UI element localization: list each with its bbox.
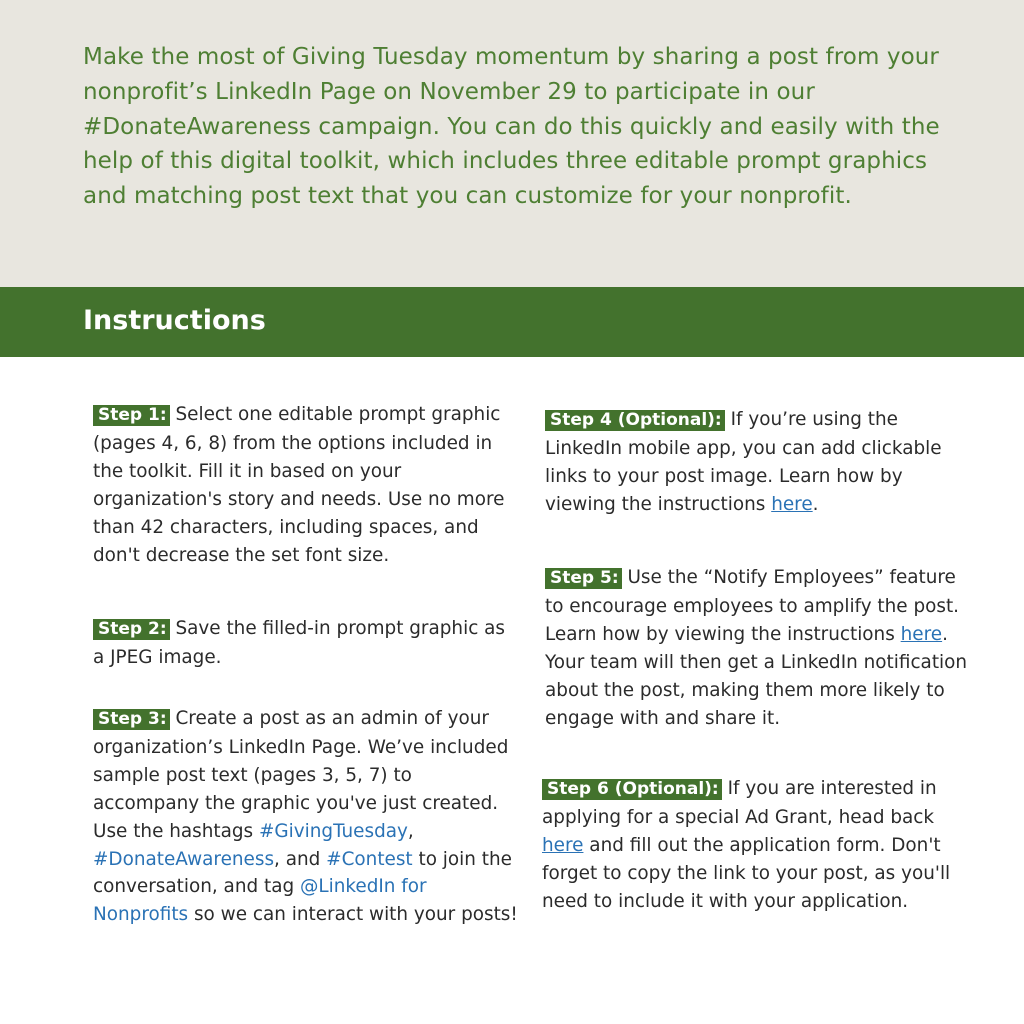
intro-section	[0, 0, 1024, 287]
step-5-end: . Your team will then get a LinkedIn notification about the post, making them more likely to engage with and share it.	[545, 623, 968, 729]
step-1	[93, 401, 513, 569]
step-5-text: Use the “Notify Employees” feature to encourage employees to amplify the post. Learn how by viewing the instructions	[545, 567, 960, 645]
step-3-text-c: so we can interact with your posts!	[188, 904, 518, 926]
step-3-sep-2: , and	[274, 848, 327, 870]
step-5	[545, 564, 975, 732]
hashtag-contest[interactable]: #Contest	[326, 848, 413, 870]
step-5-badge: Step 5:	[545, 568, 622, 589]
step-2	[93, 615, 513, 672]
mention-linkedin-for-nonprofits[interactable]: @LinkedIn for Nonprofits	[93, 876, 427, 926]
step-1-text: Select one editable prompt graphic (pages 4, 6, 8) from the options included in the toolkit. Fill it in based on your organization's story and needs. Use no more than 42 characters, including spaces, and don't decrease the set font size.	[93, 404, 505, 566]
step-5-here-link[interactable]: here	[900, 623, 943, 645]
instructions-header	[0, 287, 1024, 357]
instructions-heading: Instructions	[83, 305, 266, 336]
step-6	[542, 775, 962, 916]
step-6-badge: Step 6 (Optional):	[542, 779, 722, 800]
step-6-here-link[interactable]: here	[542, 834, 584, 856]
step-2-badge: Step 2:	[93, 619, 170, 640]
step-3-sep-1: ,	[407, 820, 414, 842]
step-4-text: If you’re using the LinkedIn mobile app, you can add clickable links to your post image. Learn how by viewing the instructions	[545, 409, 942, 515]
step-4-badge: Step 4 (Optional):	[545, 410, 725, 431]
step-4-end: .	[812, 493, 819, 515]
step-3-text-a: Create a post as an admin of your organization’s LinkedIn Page. We’ve included sample post text (pages 3, 5, 7) to accompany the graphic you've just created. Use the hashtags	[93, 708, 509, 842]
hashtag-giving-tuesday[interactable]: #GivingTuesday	[258, 820, 408, 842]
step-2-text: Save the filled-in prompt graphic as a JPEG image.	[93, 618, 506, 668]
step-6-end: and fill out the application form. Don't forget to copy the link to your post, as you'll need to include it with your application.	[542, 834, 951, 912]
step-6-text: If you are interested in applying for a special Ad Grant, head back	[542, 778, 937, 828]
step-4-here-link[interactable]: here	[771, 493, 813, 515]
step-1-badge: Step 1:	[93, 405, 170, 426]
hashtag-donate-awareness[interactable]: #DonateAwareness	[93, 848, 275, 870]
step-4	[545, 406, 970, 519]
intro-text: Make the most of Giving Tuesday momentum by sharing a post from your nonprofit’s LinkedIn Page on November 29 to participate in our #DonateAwareness campaign. You can do this quickly and easily with the help of this digital toolkit, which includes three editable prompt graphics and matching post text that you can customize for your nonprofit.	[83, 44, 940, 210]
step-3-badge: Step 3:	[93, 709, 170, 730]
step-3-text-b: to join the conversation, and tag	[93, 848, 512, 898]
step-3	[93, 705, 518, 929]
